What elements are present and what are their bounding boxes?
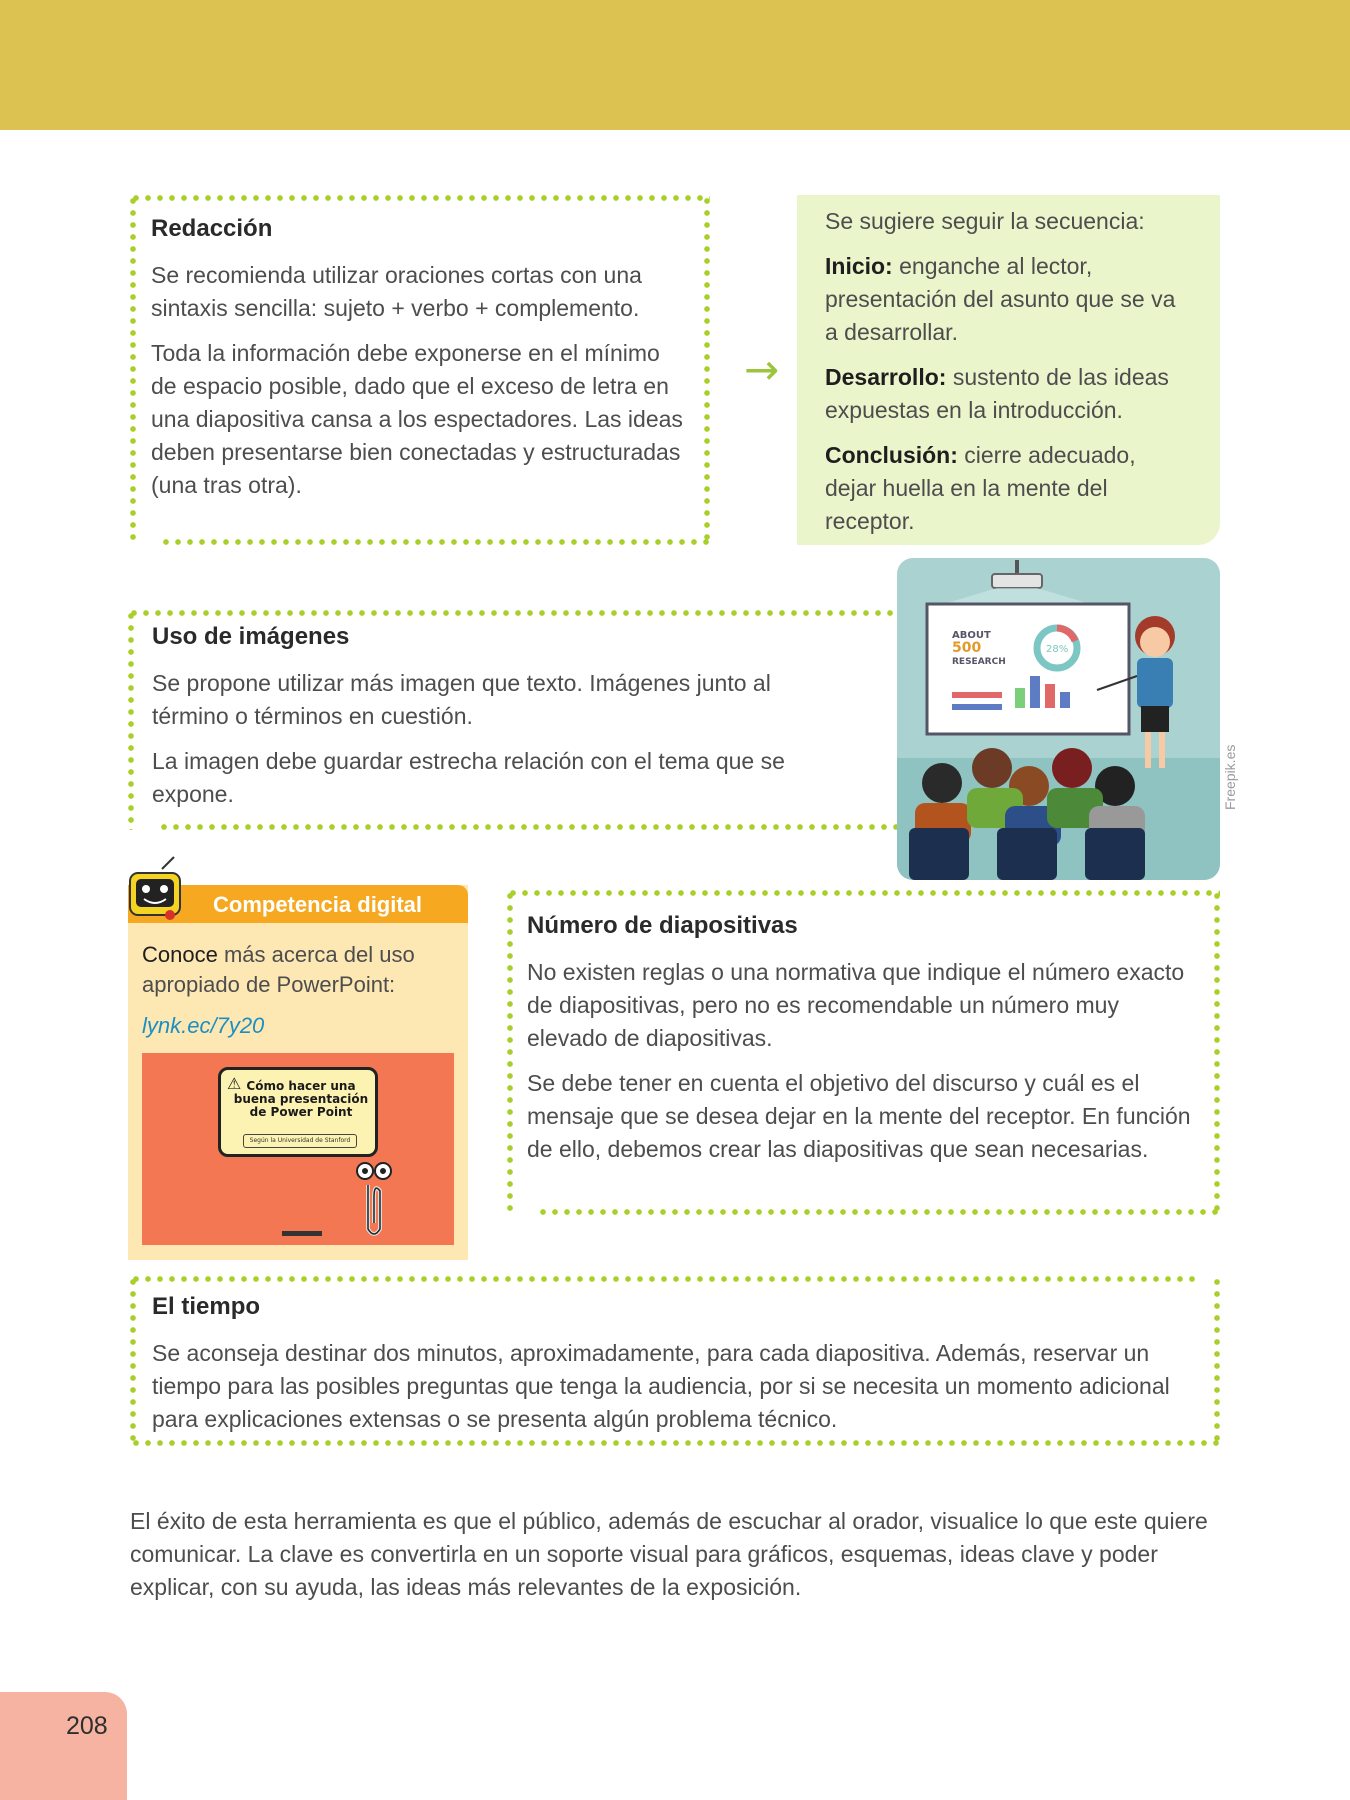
page-number: 208 (66, 1712, 108, 1740)
inicio-text: enganche al lector, presentación del asunto que se va a desarrollar. (825, 253, 1176, 345)
secuencia-desarrollo (825, 361, 1192, 427)
board-research: RESEARCH (952, 657, 1006, 667)
thumb-logo (282, 1231, 322, 1236)
imagenes-p1: Se propone utilizar más imagen que texto. Imágenes junto al término o términos en cuestión. (152, 670, 771, 729)
desarrollo-text: sustento de las ideas expuestas en la introducción. (825, 364, 1169, 423)
thumb-bubble (218, 1067, 378, 1157)
competencia-rest: más acerca del uso apropiado de PowerPoint: (142, 942, 415, 997)
competencia-box (128, 885, 468, 1260)
numero-p1: No existen reglas o una normativa que indique el número exacto de diapositivas, pero no es recomendable un número muy elevado de diapositivas. (527, 959, 1185, 1051)
numero-p2: Se debe tener en cuenta el objetivo del discurso y cuál es el mensaje que se desea dejar en la mente del receptor. En función de ello, debemos crear las diapositivas que sean necesarias. (527, 1070, 1191, 1162)
secuencia-conclusion (825, 439, 1192, 538)
thumb-title: Cómo hacer una buena presentación de Power Point (233, 1079, 369, 1119)
numero-box (507, 890, 1220, 1215)
robot-icon (122, 855, 192, 925)
desarrollo-label: Desarrollo: (825, 364, 947, 390)
imagenes-box (128, 610, 898, 830)
closing-paragraph (130, 1505, 1220, 1604)
secuencia-box (797, 195, 1220, 545)
redaccion-p2: Toda la información debe exponerse en el mínimo de espacio posible, dado que el exceso de letra en una diapositiva cansa a los espectadores. Las ideas deben presentarse bien conectadas y estructuradas (una tras otra). (151, 340, 683, 498)
redaccion-title: Redacción (151, 215, 273, 242)
image-credit: Freepik.es (1222, 744, 1238, 810)
header-band (0, 0, 1350, 130)
secuencia-inicio (825, 250, 1192, 349)
video-thumbnail[interactable] (142, 1053, 454, 1245)
competencia-text (142, 940, 452, 1000)
imagenes-p2: La imagen debe guardar estrecha relación con el tema que se expone. (152, 748, 785, 807)
paperclip-icon (350, 1157, 400, 1241)
page-number-tab (0, 1692, 127, 1800)
competencia-link[interactable]: lynk.ec/7y20 (142, 1013, 265, 1038)
tiempo-title: El tiempo (152, 1293, 261, 1320)
redaccion-p1: Se recomienda utilizar oraciones cortas con una sintaxis sencilla: sujeto + verbo + complemento. (151, 262, 642, 321)
competencia-title: Competencia digital (213, 892, 423, 917)
board-pct: 28% (1046, 644, 1069, 655)
conclusion-text: cierre adecuado, dejar huella en la mente del receptor. (825, 442, 1136, 534)
closing-text: El éxito de esta herramienta es que el público, además de escuchar al orador, visualice lo que este quiere comunicar. La clave es convertirla en un soporte visual para gráficos, esquemas, ideas clave y poder explicar, con su ayuda, las ideas más relevantes de la exposición. (130, 1508, 1208, 1600)
inicio-label: Inicio: (825, 253, 893, 279)
conclusion-label: Conclusión: (825, 442, 958, 468)
redaccion-box (130, 195, 710, 545)
competencia-bold: Conoce (142, 942, 218, 967)
imagenes-title: Uso de imágenes (152, 623, 350, 650)
numero-title: Número de diapositivas (527, 912, 798, 939)
board-num: 500 (952, 640, 982, 656)
board-about: ABOUT (952, 630, 991, 641)
warning-icon: ⚠ (227, 1074, 242, 1093)
arrow-right-icon: → (744, 345, 780, 394)
tiempo-box (130, 1276, 1220, 1446)
tiempo-p1: Se aconseja destinar dos minutos, aproximadamente, para cada diapositiva. Además, reservar un tiempo para las posibles preguntas que tenga la audiencia, por si se necesita un momento adicional para explicaciones extensas o se presenta algún problema técnico. (152, 1340, 1170, 1432)
secuencia-intro: Se sugiere seguir la secuencia: (825, 208, 1145, 234)
thumb-subtitle: Según la Universidad de Stanford (243, 1134, 357, 1148)
presentation-illustration (897, 558, 1220, 880)
